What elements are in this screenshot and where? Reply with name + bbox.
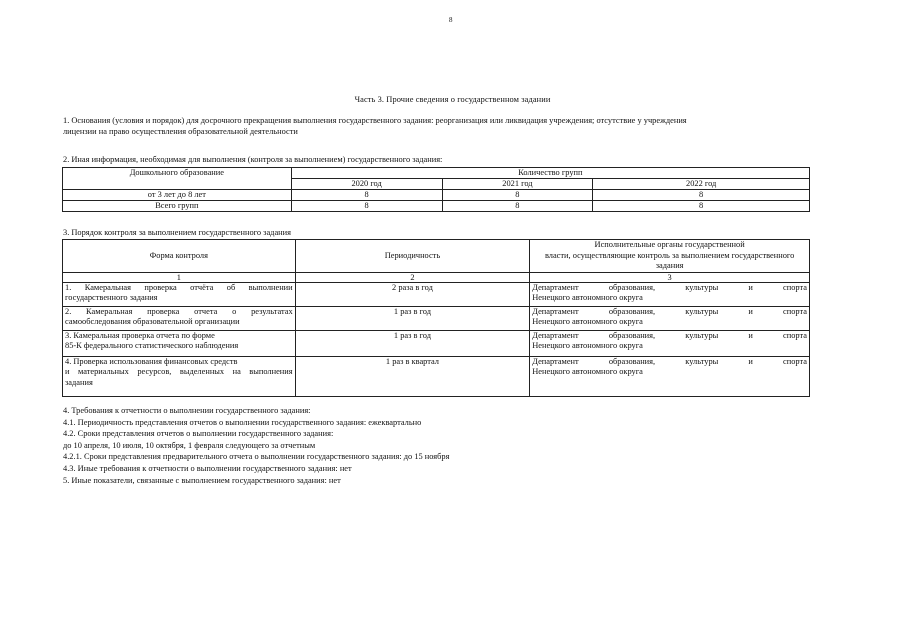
control-body — [530, 306, 810, 330]
groups-count-header: Количество групп — [291, 168, 809, 179]
control-table — [62, 239, 810, 397]
req-line: 4.1. Периодичность представления отчетов о выполнении государственного задания: ежеквартально — [63, 417, 422, 427]
table-row — [63, 201, 810, 212]
column-number: 3 — [530, 272, 810, 282]
dep-word: и — [748, 330, 753, 340]
column-number: 2 — [295, 272, 530, 282]
req-line: 4.2.1. Сроки представления предварительного отчета о выполнении государственного задания: до 15 ноября — [63, 452, 450, 462]
table-row — [63, 330, 810, 356]
dep-word: Департамент — [532, 356, 579, 366]
dep-word: образования, — [608, 330, 656, 340]
period-header: Периодичность — [295, 240, 530, 273]
req-line: 5. Иные показатели, связанные с выполнением государственного задания: нет — [63, 475, 341, 485]
dep-word: образования, — [608, 282, 656, 292]
dep-word: спорта — [783, 356, 807, 366]
preschool-header: Дошкольного образование — [63, 168, 292, 190]
dep-word: культуры — [685, 356, 719, 366]
control-form-line: и материальных ресурсов, выделенных на выполнения — [65, 367, 293, 376]
table-row — [63, 306, 810, 330]
dep-word: спорта — [783, 330, 807, 340]
dep-word: культуры — [685, 306, 719, 316]
dep-word: спорта — [783, 306, 807, 316]
dep-word: и — [748, 282, 753, 292]
control-body — [530, 356, 810, 396]
dep-line: Ненецкого автономного округа — [532, 341, 643, 350]
row-label: Всего групп — [63, 201, 292, 212]
dep-word: и — [748, 356, 753, 366]
section3-heading: 3. Порядок контроля за выполнением государственного задания — [63, 228, 291, 237]
cell-value: 8 — [442, 201, 593, 212]
control-form — [63, 356, 296, 396]
termination-line-1: 1. Основания (условия и порядок) для досрочного прекращения выполнения государственного задания: реорганизация или ликвидация учреждения; отсутствие у учреждения — [63, 116, 687, 125]
control-form-line: задания — [65, 377, 93, 387]
req-line: до 10 апреля, 10 июля, 10 октября, 1 февраля следующего за отчетным — [63, 440, 316, 450]
control-form-line: государственного задания — [65, 293, 158, 302]
control-form-line: 4. Проверка использования финансовых средств — [65, 356, 238, 366]
dep-line: Ненецкого автономного округа — [532, 367, 643, 376]
bodies-header-line: задания — [655, 261, 684, 270]
control-form — [63, 282, 296, 306]
dep-word: и — [748, 306, 753, 316]
cell-value: 8 — [442, 190, 593, 201]
year-header: 2022 год — [593, 179, 810, 190]
bodies-header — [530, 240, 810, 273]
dep-word: образования, — [608, 306, 656, 316]
control-form-line: самообследования образовательной организации — [65, 317, 240, 326]
control-form-line: 2. Камеральная проверка отчета о результатах — [65, 306, 293, 316]
dep-word: Департамент — [532, 330, 579, 340]
control-period: 1 раз в квартал — [295, 356, 530, 396]
bodies-header-line: Исполнительные органы государственной — [594, 240, 745, 249]
year-header: 2020 год — [291, 179, 442, 190]
cell-value: 8 — [593, 201, 810, 212]
table-row — [63, 190, 810, 201]
reporting-requirements — [63, 406, 449, 487]
control-period: 1 раз в год — [295, 330, 530, 356]
control-form-line: 3. Камеральная проверка отчета по форме — [65, 330, 215, 340]
req-line: 4.2. Сроки представления отчетов о выполнении государственного задания: — [63, 429, 334, 439]
dep-word: Департамент — [532, 306, 579, 316]
control-body — [530, 282, 810, 306]
dep-word: образования, — [608, 356, 656, 366]
page-number: 8 — [449, 16, 453, 24]
cell-value: 8 — [291, 190, 442, 201]
req-line: 4. Требования к отчетности о выполнении государственного задания: — [63, 406, 311, 415]
cell-value: 8 — [291, 201, 442, 212]
bodies-header-line: власти, осуществляющие контроль за выполнением государственного — [544, 250, 795, 260]
section2-heading: 2. Иная информация, необходимая для выполнения (контроля за выполнением) государственного задания: — [63, 155, 443, 164]
table-row — [63, 282, 810, 306]
column-number: 1 — [63, 272, 296, 282]
dep-word: спорта — [783, 282, 807, 292]
control-body — [530, 330, 810, 356]
control-form — [63, 330, 296, 356]
dep-line: Ненецкого автономного округа — [532, 293, 643, 302]
dep-line: Ненецкого автономного округа — [532, 317, 643, 326]
cell-value: 8 — [593, 190, 810, 201]
termination-line-2: лицензии на право осуществления образовательной деятельности — [63, 126, 298, 136]
form-header: Форма контроля — [63, 240, 296, 273]
req-line: 4.3. Иные требования к отчетности о выполнении государственного задания: нет — [63, 463, 352, 473]
termination-grounds — [63, 116, 783, 137]
dep-word: Департамент — [532, 282, 579, 292]
row-label: от 3 лет до 8 лет — [63, 190, 292, 201]
year-header: 2021 год — [442, 179, 593, 190]
dep-word: культуры — [685, 330, 719, 340]
control-form — [63, 306, 296, 330]
dep-word: культуры — [685, 282, 719, 292]
control-form-line: 85-К федерального статистического наблюдения — [65, 341, 239, 350]
table-row — [63, 356, 810, 396]
control-period: 2 раза в год — [295, 282, 530, 306]
control-period: 1 раз в год — [295, 306, 530, 330]
groups-table — [62, 167, 810, 212]
part-title: Часть 3. Прочие сведения о государственном задании — [354, 95, 551, 104]
control-form-line: 1. Камеральная проверка отчёта об выполнении — [65, 282, 293, 292]
